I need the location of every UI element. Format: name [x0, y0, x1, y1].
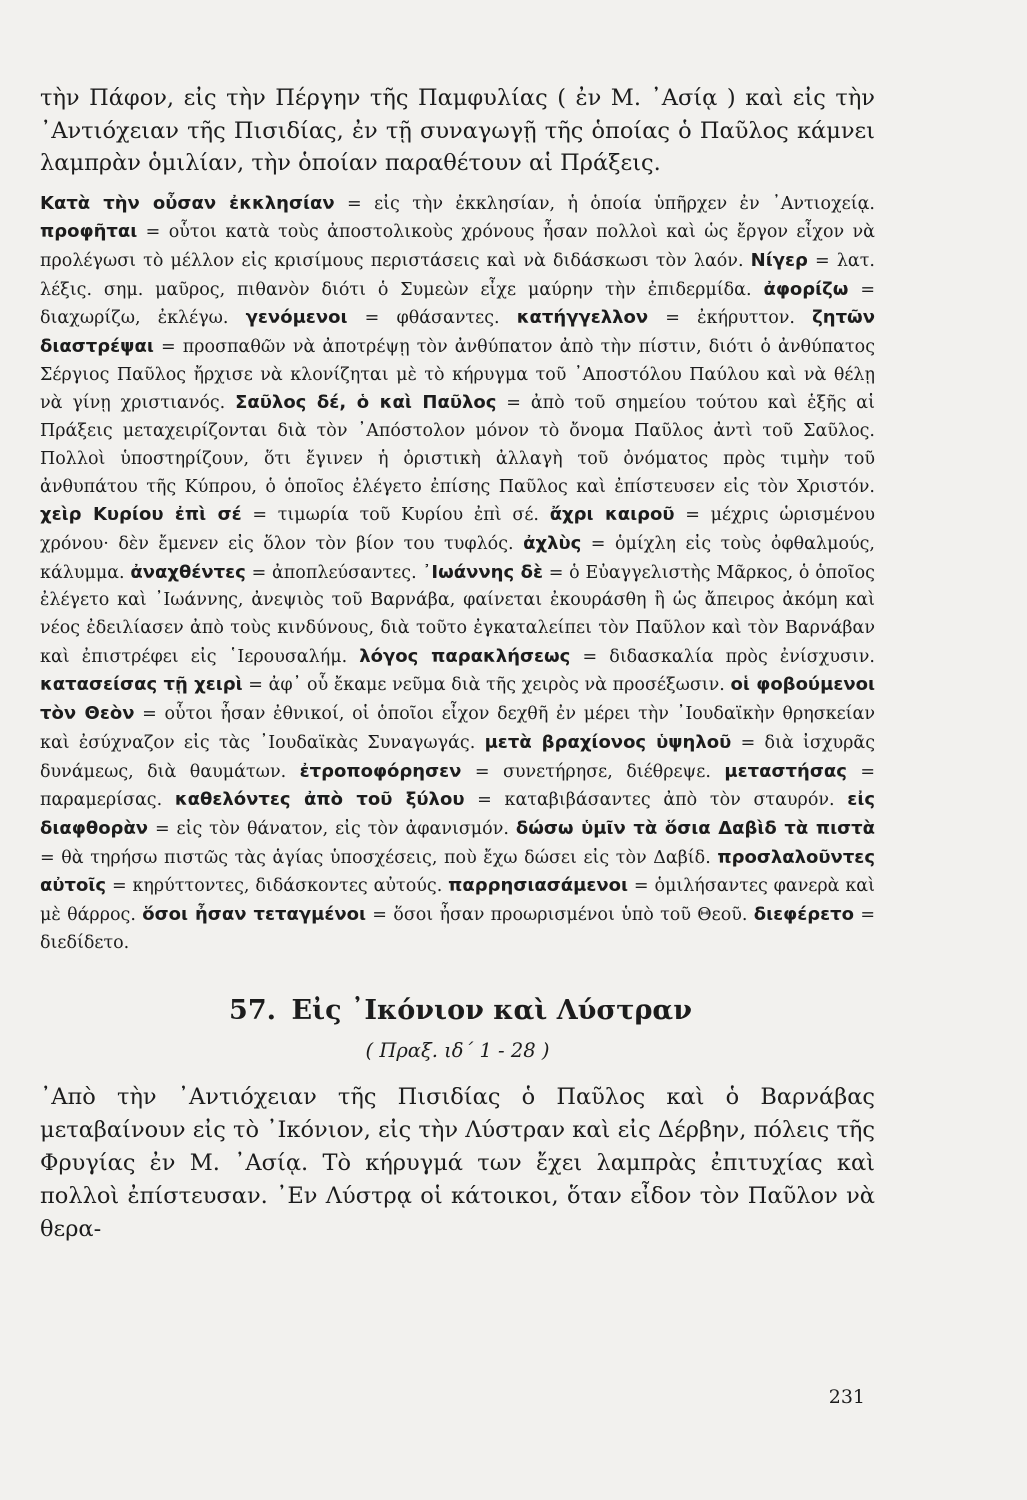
note-definition: = διεδίδετο.: [40, 905, 875, 953]
note-definition: = καταβιβάσαντες ἀπὸ τὸν σταυρόν.: [464, 790, 848, 811]
note-definition: = ὁ Εὐαγγελιστὴς Μᾶρκος, ὁ ὁποῖος ἐλέγετο καὶ ᾿Ιωάννης, ἀνεψιὸς τοῦ Βαρνάβα, φαίνεται ἐκουράσθη ἢ ὡς ἄπειρος ἀκόμη καὶ νέος ἐδειλίασεν ἀπὸ τοὺς κινδύνους, διὰ τοῦτο ἐγκαταλείπει τὸν Παῦλον καὶ τὸν Βαρνάβαν καὶ ἐπιστρέφει εἰς ῾Ιερουσαλήμ.: [40, 562, 875, 667]
page-number: 231: [828, 1386, 865, 1408]
section-paragraph: ᾿Απὸ τὴν ᾿Αντιόχειαν τῆς Πισιδίας ὁ Παῦλος καὶ ὁ Βαρνάβας μεταβαίνουν εἰς τὸ ᾿Ικόνιον, εἰς τὴν Λύστραν καὶ εἰς Δέρβην, πόλεις τῆς Φρυγίας ἐν Μ. ᾿Ασίᾳ. Τὸ κήρυγμά των ἔχει λαμπρὰς ἐπιτυχίας καὶ πολλοὶ ἐπίστευσαν. ᾿Εν Λύστρᾳ οἱ κάτοικοι, ὅταν εἶδον τὸν Παῦλον νὰ θερα-: [40, 1084, 875, 1243]
note-term: καθελόντες ἀπὸ τοῦ ξύλου: [174, 789, 465, 811]
note-term: λόγος παρακλήσεως: [359, 645, 571, 667]
section-heading: [40, 993, 875, 1029]
note-term: διεφέρετο: [753, 904, 855, 926]
page-body: [40, 82, 875, 1246]
note-term: δώσω ὑμῖν τὰ ὅσια Δαβὶδ τὰ πιστὰ: [515, 817, 875, 839]
note-term: εἰς διαφθορὰν: [40, 789, 875, 839]
note-term: Σαῦλος δέ, ὁ καὶ Παῦλος: [235, 392, 497, 414]
note-definition: = ἀποπλεύσαντες.: [245, 562, 423, 583]
note-term: ἄχρι καιροῦ: [549, 504, 675, 526]
note-definition: = μέχρις ὡρισμένου χρόνου· δὲν ἔμενεν εἰς ὅλον τὸν βίον του τυφλός.: [40, 505, 875, 554]
note-term: χεὶρ Κυρίου ἐπὶ σέ: [40, 504, 242, 526]
note-term: προφῆται: [40, 221, 138, 243]
note-term: κατασείσας τῇ χειρὶ: [40, 674, 243, 696]
section-number: 57.: [229, 995, 277, 1027]
note-definition: = εἰς τὸν θάνατον, εἰς τὸν ἀφανισμόν.: [148, 818, 516, 839]
note-definition: = παραμερίσας.: [40, 761, 875, 811]
scripture-reference: ( Πραξ. ιδ΄ 1 - 28 ): [365, 1039, 550, 1063]
note-definition: = θὰ τηρήσω πιστῶς τὰς ἁγίας ὑποσχέσεις, ποὺ ἔχω δώσει εἰς τὸν Δαβίδ.: [40, 847, 718, 868]
note-term: προσλαλοῦντες αὐτοῖς: [40, 846, 875, 897]
note-term: οἱ φοβούμενοι τὸν Θεὸν: [40, 674, 875, 725]
note-definition: = οὗτοι ἦσαν ἐθνικοί, οἱ ὁποῖοι εἶχον δεχθῆ ἐν μέρει τὴν ᾿Ιουδαϊκὴν θρησκείαν καὶ ἐσύχναζον εἰς τὰς ᾿Ιουδαϊκὰς Συναγωγάς.: [40, 704, 875, 753]
note-term: μεταστήσας: [724, 760, 847, 782]
note-definition: = λατ. λέξις. σημ. μαῦρος, πιθανὸν διότι ὁ Συμεὼν εἶχε μαύρην τὴν ἐπιδερμίδα.: [40, 250, 875, 300]
note-term: κατήγγελλον: [516, 307, 649, 329]
note-definition: = διδασκαλία πρὸς ἐνίσχυσιν.: [570, 646, 875, 667]
note-definition: = ὅσοι ἦσαν προωρισμένοι ὑπὸ τοῦ Θεοῦ.: [366, 905, 754, 926]
note-term: ἀφορίζω: [763, 278, 849, 300]
note-term: μετὰ βραχίονος ὑψηλοῦ: [484, 731, 732, 753]
note-term: Νίγερ: [750, 249, 808, 271]
note-term: ζητῶν διαστρέψαι: [40, 307, 875, 358]
note-definition: = ἐκήρυττον.: [648, 308, 813, 329]
note-definition: = ὁμίχλη εἰς τοὺς ὀφθαλμούς, κάλυμμα.: [40, 533, 875, 583]
note-definition: = φθάσαντες.: [347, 308, 517, 329]
intro-paragraph: τὴν Πάφον, εἰς τὴν Πέργην τῆς Παμφυλίας ( ἐν Μ. ᾿Ασίᾳ ) καὶ εἰς τὴν ᾿Αντιόχειαν τῆς Πισιδίας, ἐν τῇ συναγωγῇ τῆς ὁποίας ὁ Παῦλος κάμνει λαμπρὰν ὁμιλίαν, τὴν ὁποίαν παραθέτουν αἱ Πράξεις.: [40, 85, 875, 176]
note-term: ἐτροποφόρησεν: [299, 760, 462, 782]
note-term: γενόμενοι: [245, 307, 348, 329]
note-definition: = ὁμιλήσαντες φανερὰ καὶ μὲ θάρρος.: [40, 876, 875, 926]
glossary-notes: [40, 190, 875, 958]
note-definition: = κηρύττοντες, διδάσκοντες αὐτούς.: [106, 876, 449, 897]
note-definition: = τιμωρία τοῦ Κυρίου ἐπὶ σέ.: [241, 505, 550, 526]
note-definition: = ἀπὸ τοῦ σημείου τούτου καὶ ἑξῆς αἱ Πράξεις μεταχειρίζονται διὰ τὸν ᾿Απόστολον μόνον τὸ ὄνομα Παῦλος ἀντὶ τοῦ Σαῦλος. Πολλοὶ ὑποστηρίζουν, ὅτι ἔγινεν ἡ ὁριστικὴ ἀλλαγὴ τοῦ ὀνόματος πρὸς τιμὴν τοῦ ἀνθυπάτου τῆς Κύπρου, ὁ ὁποῖος ἐλέγετο ἐπίσης Παῦλος καὶ ἐπίστευσεν εἰς τὸν Χριστόν.: [40, 393, 875, 497]
note-term: Κατὰ τὴν οὖσαν ἐκκλησίαν: [40, 192, 335, 214]
note-term: ὅσοι ἦσαν τεταγμένοι: [142, 904, 366, 926]
note-definition: = εἰς τὴν ἐκκλησίαν, ἡ ὁποία ὑπῆρχεν ἐν ᾿Αντιοχείᾳ.: [334, 193, 875, 214]
note-term: ἀναχθέντες: [130, 561, 246, 583]
note-definition: = οὗτοι κατὰ τοὺς ἀποστολικοὺς χρόνους ἦσαν πολλοὶ καὶ ὡς ἔργον εἶχον νὰ προλέγωσι τὸ μέλλον εἰς κρισίμους περιστάσεις καὶ νὰ διδάσκωσι τὸν λαόν.: [40, 222, 875, 271]
note-definition: = διαχωρίζω, ἐκλέγω.: [40, 279, 875, 329]
note-term: ἀχλὺς: [523, 532, 582, 554]
note-definition: = προσπαθῶν νὰ ἀποτρέψῃ τὸν ἀνθύπατον ἀπὸ τὴν πίστιν, διότι ὁ ἀνθύπατος Σέργιος Παῦλος ἤρχισε νὰ κλονίζηται μὲ τὸ κήρυγμα τοῦ ᾿Αποστόλου Παύλου καὶ νὰ θέλῃ νὰ γίνῃ χριστιανός.: [40, 337, 875, 414]
note-term: παρρησιασάμενοι: [448, 875, 629, 897]
note-term: ᾿Ιωάννης δὲ: [422, 561, 543, 583]
note-definition: = διὰ ἰσχυρᾶς δυνάμεως, διὰ θαυμάτων.: [40, 732, 875, 782]
section-title: Εἰς ᾿Ικόνιον καὶ Λύστραν: [291, 995, 692, 1027]
note-definition: = συνετήρησε, διέθρεψε.: [461, 761, 725, 782]
note-definition: = ἀφ᾿ οὗ ἔκαμε νεῦμα διὰ τῆς χειρὸς νὰ προσέξωσιν.: [242, 675, 731, 696]
